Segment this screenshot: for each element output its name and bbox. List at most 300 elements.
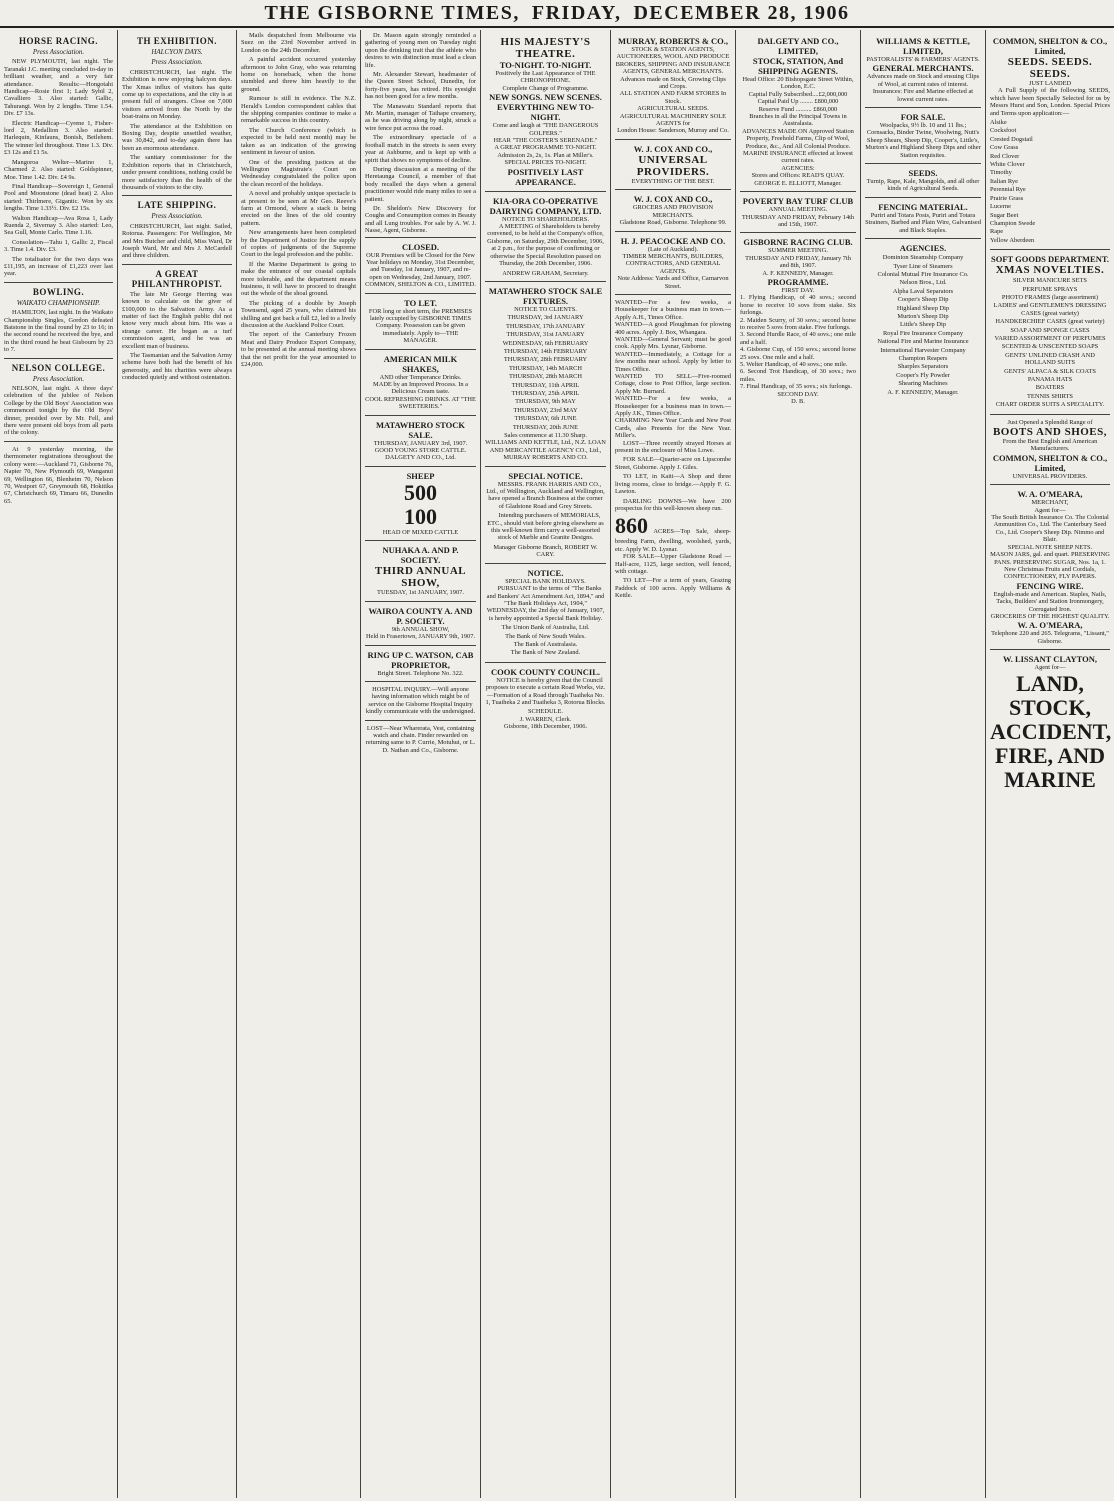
ad-text: HOSPITAL INQUIRY.—Will anyone having information which might be of service on the Gisborne Hospital Inquiry kindly communicate with the undersigned.	[365, 685, 476, 716]
ad-line: POSITIVELY LAST APPEARANCE.	[507, 166, 584, 187]
article-paragraph: NELSON, last night. A three days' celebration of the jubilee of Nelson College by the Old Boys' Association was commenced tonight by the Old Boys' dinner, presided over by Mr. Fell, and there were present old boys from all parts of the colony.	[4, 385, 113, 437]
insurance-type: STOCK,	[1008, 694, 1092, 720]
race-entry: 5. Welter Handicap, of 40 sovs.; one mile.	[740, 361, 848, 368]
article-paragraph: If the Marine Department is going to make the entrance of our coastal capitals more tolerable, and the department means business, it will have to proceed to draught out the whole of the shoal ground.	[241, 260, 356, 298]
article-paragraph: Mr. Alexander Stewart, headmaster of the Queen Street School, Dunedin, for forty-five years, has retired. His eyesight has not been good for a few months.	[365, 71, 476, 101]
article-paragraph: The totalisator for the two days was £11,195, an increase of £1,223 over last year.	[4, 255, 113, 278]
ad-text: NOTICE is hereby given that the Council proposes to execute a certain Road Works, viz.—Formation of a Road through Tuaiheka No. 1, Tuaiheka 2 and Tuaiheka 3, Rotorua Blocks.	[485, 676, 606, 706]
column-8	[861, 32, 985, 1497]
ad-subtitle: THIRD ANNUAL SHOW,	[374, 565, 467, 590]
article-paragraph: Consolation—Tahu 1, Gallic 2, Fiscal 3. Time 1.4. Div. £3.	[4, 238, 113, 254]
ad-line: Note Address: Yards and Office, Carnarvon Street.	[617, 275, 729, 290]
ad-omeara	[990, 484, 1110, 649]
ad-line: (Late of Auckland).	[647, 245, 699, 253]
article-paragraph: At 9 yesterday morning, the thermometer registrations throughout the colony were:—Auckland 71, Gisborne 76, Napier 70, New Plymouth 69, Wanganui 69, Wellington 66, Blenheim 70, Nelson 70, Westport 67, Greymouth 68, Hokitika 67, Christchurch 69, Timaru 66, Dunedin 65.	[4, 445, 113, 505]
ad-date: TUESDAY, 1st JANUARY, 1907.	[377, 589, 464, 597]
ad-title: COMMON, SHELTON & CO., Limited,	[992, 36, 1108, 56]
bank-name: The Bank of Australasia.	[513, 640, 578, 648]
ad-text: PURSUANT to the terms of "The Banks and Bankers' Act Amendment Act, 1894," and "The Bank Holidays Act, 1904," WEDNESDAY, the 2nd day of January, 1907, is hereby appointed a Special Bank Holiday.	[486, 585, 605, 622]
article-paragraph: Rumour is still in evidence. The N.Z. Herald's London correspondent cables that the shipping companies continue to make a remarkable success in this country.	[241, 95, 356, 125]
ad-line: GENERAL MERCHANTS.	[872, 63, 974, 74]
ad-title: W. J. COX AND CO.,	[633, 143, 713, 154]
ad-subtitle: UNIVERSAL PROVIDERS.	[636, 153, 710, 178]
xmas-item: LADIES' and GENTLEMEN'S DRESSING CASES (great variety)	[993, 302, 1107, 317]
banks-list	[485, 624, 606, 657]
subheading: HALCYON DAYS.	[151, 48, 203, 56]
ad-line: Woolpacks, 9½ lb. 10 and 11 lbs.; Cornsacks, Binder Twine, Woolwing, Nutt's Sheep Shears, Sheep Dip, Cooper's, Little's, Murton's and Highland Sheep Dips and other Station requisites.	[865, 122, 981, 159]
ad-cox-grocers	[615, 189, 731, 230]
classified: DARLING DOWNS—We have 200 prospectus for this well-known sheep run.	[615, 497, 731, 512]
column-9	[986, 32, 1114, 1497]
ad-title: SPECIAL NOTICE.	[508, 470, 583, 481]
ad-special-notice	[485, 466, 606, 563]
agencies-list	[865, 254, 981, 388]
ad-subtitle: SEEDS. SEEDS. SEEDS.	[1007, 56, 1093, 80]
ad-line: MERCHANT,	[1031, 499, 1069, 507]
article-paragraph: The picking of a double by Joseph Townsend, aged 25 years, who claimed his shilling and got back a full £2, led to a lively discussion at the Auckland Police Court.	[241, 299, 356, 330]
day-heading: SECOND DAY.	[777, 390, 819, 398]
ad-dalgety	[740, 32, 856, 191]
ad-title: GISBORNE RACING CLUB.	[743, 237, 853, 248]
ad-text: LOST—Near Wharerata, Vest, containing watch and chain. Finder rewarded on returning same to P. Currie, Motuhui, or L. D. Nathan and Co., Gisborne.	[365, 724, 476, 754]
insurance-types	[990, 672, 1110, 792]
xmas-item: PANAMA HATS	[1027, 376, 1073, 383]
seed-item: Cow Grass	[990, 144, 1019, 152]
ad-subtitle: ANNUAL MEETING.	[768, 206, 828, 214]
ad-title: WAIROA COUNTY A. AND P. SOCIETY.	[368, 605, 473, 626]
sale-date: THURSDAY, 28th MARCH	[509, 373, 582, 381]
ad-date: Gisborne, 18th December, 1906.	[503, 723, 588, 731]
ad-text: OUR Premises will be Closed for the New Year holidays on Monday, 31st December, and Tuesday, 1st January, 1907, and re-open on Wednesday, 2nd January, 1907.	[366, 251, 475, 281]
ad-line: ADVANCES MADE ON Approved Station Property, Freehold Farms, Clip of Wool, Produce, &c., And All Colonial Produce.	[742, 127, 854, 150]
race-entry: 2. Maiden Scurry, of 30 sovs.; second horse to receive 5 sovs from stake. Five furlongs.	[740, 316, 856, 331]
article-paragraph: During discussion at a meeting of the Heretaunga Council, a member of that body recalled the days when a general practitioner would ride many miles to see a patient.	[365, 165, 476, 203]
ad-line: Complete Change of Programme.	[502, 84, 589, 92]
sale-date: THURSDAY, 14th FEBRUARY	[503, 347, 588, 355]
article-paragraph: CHRISTCHURCH, last night. The Exhibition is now enjoying halcyon days. The Xmas influx of visitors has quite come up to expectations, and the city is at present full of strangers. Close on 7,000 visitors arrived from the North by the boat-trains on Monday.	[122, 68, 232, 121]
wanted-ad: WANTED—A good Ploughman for plowing 400 acres. Apply J. Box, Whangara.	[615, 321, 731, 336]
ad-line: AGENCIES:	[781, 164, 815, 172]
sale-date: THURSDAY, 14th MARCH	[509, 364, 582, 372]
ad-title: H. J. PEACOCKE AND CO.	[620, 235, 726, 246]
wanted-ad: WANTED—Immediately, a Cottage for a few months near school. Apply by letter to Times Office.	[615, 350, 731, 373]
ad-line: New Christmas Fruits and Cordials, CONFECTIONERY, FLY PAPERS.	[1003, 565, 1097, 581]
article-paragraph: Walton Handicap—Ava Rosa 1, Lady Ruenda 2, Sivernay 3. Also started: Leo, Sea Gull, Monte Carlo. Time 1.16.	[4, 214, 113, 237]
ad-signature: WILLIAMS AND KETTLE, Ltd., N.Z. LOAN AND MERCANTILE AGENCY CO., Ltd., MURRAY ROBERTS AND CO.	[485, 439, 606, 462]
xmas-list	[990, 277, 1110, 409]
ad-line: HEAR "THE COSTER'S SERENADE."	[493, 137, 598, 145]
classified: FOR SALE—Quarter-acre on Lipscombe Street, Gisborne. Apply J. Giles.	[615, 456, 731, 471]
xmas-item: VARIED ASSORTMENT OF PERFUMES	[994, 334, 1106, 342]
ad-line: EVERYTHING OF THE BEST.	[631, 177, 715, 185]
ad-line: ALL STATION AND FARM STORES In Stock.	[619, 90, 727, 105]
heading-philanthropist: A GREAT PHILANTHROPIST.	[131, 268, 223, 289]
ad-title: SEEDS.	[908, 168, 938, 179]
ad-subtitle: SUMMER MEETING.	[768, 247, 828, 255]
xmas-item: GENTS' ALPACA & SILK COATS	[1004, 367, 1096, 375]
ad-line: From the Best English and American Manufacturers.	[1002, 438, 1098, 453]
article-paragraph: The Church Conference (which is expected to be held next month) may be taken as an indication of the growing sentiment in favour of union.	[241, 126, 356, 157]
xmas-item: TENNIS SHIRTS	[1027, 392, 1073, 400]
ad-williams-kettle	[865, 32, 981, 107]
ad-line: W. A. O'MEARA,	[1017, 620, 1083, 631]
ad-line: Positively the Last Appearance of THE CHRONOPHONE.	[495, 70, 596, 85]
seed-item: Lucerne	[990, 203, 1011, 211]
classified: TO LET, in Kaiti—A Shop and three living rooms, close to bridge.—Apply F. G. Lawton.	[615, 473, 731, 496]
ad-line: Advances made on Stock, Growing Clips and Crops.	[620, 75, 726, 91]
ad-kia-ora	[485, 191, 606, 281]
ad-note: Sales commence at 11.30 Sharp.	[504, 432, 587, 439]
agency-item: Royal Fire Insurance Company	[882, 329, 964, 337]
ad-signature: D. B.	[791, 398, 805, 406]
ad-cook-county	[485, 662, 606, 735]
wanted-ad: WANTED—General Servant; must be good cook. Apply Mrs. Lysnar, Gisborne.	[615, 335, 731, 351]
xmas-item: HANDKERCHIEF CASES (great variety)	[995, 318, 1105, 326]
byline: Press Association.	[151, 58, 203, 67]
ad-line: Stores and Offices: READ'S QUAY.	[751, 172, 845, 180]
ad-title: NUHAKA A. AND P. SOCIETY.	[382, 545, 459, 566]
ad-title: W. J. COX AND CO.,	[633, 194, 713, 205]
column-6	[611, 32, 735, 1497]
ad-title: RING UP C. WATSON, CAB PROPRIETOR,	[367, 649, 474, 670]
xmas-item: PHOTO FRAMES (large assortment)	[1001, 293, 1099, 301]
ad-line: English-made and American. Staples, Nails, Tacks, Builders' and Station Ironmongery, Corrugated Iron.	[993, 590, 1107, 613]
ad-title: CLOSED.	[401, 241, 440, 252]
column-3	[237, 32, 360, 1497]
agency-item: Champion Reapers	[898, 354, 948, 362]
classified: TO LET—For a term of years, Grazing Paddock of 100 acres. Apply Williams & Kettle.	[615, 577, 731, 600]
classifieds	[615, 294, 731, 606]
ad-subtitle: NOTICE TO CLIENTS.	[514, 305, 577, 313]
seed-item: Champion Swede	[990, 219, 1036, 227]
classified: ACRES—Top Sale, sheep-breeding Farm, dwelling, woolshed, yards, etc. Apply W. D. Lysnar.	[615, 528, 731, 553]
wanted-ad: WANTED—For a few weeks, a Housekeeper for a business man in town.—Apply A.H., Times Office.	[615, 298, 731, 321]
masthead-day: FRIDAY,	[531, 1, 622, 24]
divider	[4, 282, 113, 283]
ad-line: NEW SONGS. NEW SCENES. EVERYTHING NEW TO-NIGHT.	[489, 92, 602, 123]
ad-line: Capital Fully Subscribed....£2,000,000	[748, 90, 848, 98]
seed-item: Sugar Beet	[990, 211, 1019, 219]
ad-line: Telephone 220 and 265. Telegrams, "Lissant," Gisborne.	[991, 630, 1109, 645]
agency-item: Sharples Separators	[897, 363, 949, 371]
agency-item: International Harvester Company	[880, 346, 966, 354]
ad-signature: A. F. KENNEDY, Manager.	[887, 388, 959, 396]
agency-item: Colonial Mutual Fire Insurance Co.	[877, 270, 969, 278]
sale-date: THURSDAY, 23rd MAY	[513, 406, 578, 414]
article-paragraph: New arrangements have been completed by the Department of Justice for the supply of copies of judgments of the Supreme Court to the legal profession and the public.	[241, 229, 356, 259]
insurance-type: FIRE, AND	[994, 742, 1105, 768]
ad-title: POVERTY BAY TURF CLUB	[742, 196, 854, 207]
ad-murray-roberts	[615, 32, 731, 139]
race-entry: 1. Flying Handicap, of 40 sovs.; second horse to receive 10 sovs from stake. Six furlongs.	[740, 294, 856, 317]
agency-item: Little's Sheep Dip	[900, 321, 946, 329]
agency-item: Cooper's Sheep Dip	[897, 296, 949, 304]
ad-text: Held in Frasertown, JANUARY 9th, 1907.	[365, 633, 476, 641]
heading-late-shipping: LATE SHIPPING.	[137, 200, 217, 211]
xmas-item: CHART ORDER SUITS A SPECIALITY.	[995, 401, 1105, 409]
article-paragraph: The attendance at the Exhibition on Boxing Day, despite unsettled weather, was 30,842, and to-day again there has been an enormous attendance.	[122, 122, 232, 152]
ad-line: AGRICULTURAL SEEDS.	[637, 105, 709, 113]
divider	[4, 441, 113, 442]
ad-line: GEORGE E. ELLIOTT, Manager.	[754, 179, 842, 187]
ad-seeds	[865, 163, 981, 197]
ad-title: MURRAY, ROBERTS & CO.,	[617, 36, 729, 46]
heading-nelson-college: NELSON COLLEGE.	[11, 362, 106, 373]
seed-item: Prairie Grass	[990, 194, 1024, 202]
ad-title: FOR SALE.	[900, 112, 946, 123]
ad-title: HIS MAJESTY'S THEATRE.	[500, 36, 591, 60]
sale-date: THURSDAY, 25th APRIL	[511, 389, 580, 397]
classified: LOST—Three recently strayed Horses at present in the enclosure of Miss Lowe.	[615, 439, 731, 455]
ad-common-shelton-seeds	[990, 32, 1110, 249]
ad-bank-holidays	[485, 563, 606, 662]
ad-signature: Manager Gisborne Branch, ROBERT W. CARY.	[493, 543, 598, 559]
seed-item: Alsike	[990, 119, 1007, 127]
ad-text: FOR long or short term, the PREMISES lately occupied by GISBORNE TIMES Company. Possession can be given immediately. Apply to—THE MANAGER.	[368, 307, 473, 345]
article-paragraph: Final Handicap—Sovereign 1, General Pool and Moonstone (dead heat) 2. Also started: Thirlmere, Gigantic. Won by six lengths. Time 1.33½. Div. £2 15s.	[4, 182, 113, 213]
ad-number: 500	[404, 479, 437, 505]
wanted-ad: WANTED—For a few weeks, a Housekeeper for a business man in town.—Apply J.K., Times Office.	[615, 395, 731, 418]
ad-nuhaka-show	[365, 540, 476, 600]
ad-line: Advances made on Stock and ensuing Clips of Wool, at current rates of interest.	[866, 73, 980, 88]
ad-line: Come and laugh at "THE DANGEROUS GOLFERS."	[492, 122, 599, 137]
ad-soft-goods	[990, 249, 1110, 414]
article-paragraph: The late Mr George Herring was known to calculate on the giver of £100,000 to the Salvation Army. As a matter of fact the English public did not know very much about him. His was a strange career. He began as a turf commission agent, and he was an excellent man of business.	[122, 290, 232, 350]
race-entry: 4. Gisborne Cup, of 150 sovs.; second horse 25 sovs. One mile and a half.	[740, 346, 856, 361]
ad-subtitle: XMAS NOVELTIES.	[995, 264, 1105, 277]
ad-title: TO LET.	[404, 297, 437, 308]
article-paragraph: One of the presiding justices at the Wellington Magistrate's Court on Wednesday congratulated the police upon the clean record of the holidays.	[241, 158, 356, 188]
ad-title: BOOTS AND SHOES,	[992, 426, 1108, 439]
seed-item: Rape	[990, 228, 1004, 236]
ad-text: Intending purchasers of MEMORIALS, ETC., should visit before giving elsewhere as this well-known firm carry a well-assorted stock of Marble and Granite Designs.	[487, 512, 604, 542]
ad-line: GROCERIES OF THE HIGHEST QUALITY.	[990, 612, 1110, 620]
ad-signature: J. WARREN, Clerk.	[519, 715, 572, 723]
wanted-list	[615, 299, 731, 440]
classified: FOR SALE—Upper Gladstone Road —Half-acre, 1125, large section, well fenced, with cottage.	[615, 553, 731, 575]
wanted-ad: WANTED TO SELL—Five-roomed Cottage, close to Post Office, large section. Apply Mr. Burnard.	[615, 373, 731, 395]
ad-line: MASON JARS, gal. and quart. PRESERVING PANS. PRESERVING SUGAR, Nos. 1a, 1.	[990, 551, 1110, 566]
article-paragraph: Mangoroa Welter—Marino 1, Charmed 2. Also started: Goldspinner, Moe. Time 1.42. Div. £4 9s.	[4, 158, 113, 181]
sale-date: WEDNESDAY, 6th FEBRUARY	[502, 339, 589, 347]
ad-text: A Full Supply of the following SEEDS, which have been Specially Selected for us by Messrs Hurst and Son, London. Special Prices and Terms upon application:—	[990, 87, 1110, 117]
ad-line: COMMON, SHELTON & CO., Limited,	[992, 452, 1108, 473]
ad-title: SOFT GOODS DEPARTMENT.	[990, 254, 1109, 265]
race-entry: 6. Second Trot Handicap, of 30 sovs.; two miles.	[740, 368, 856, 383]
bank-name: The Union Bank of Australia, Ltd.	[501, 624, 590, 632]
bank-name: The Bank of New South Wales.	[505, 632, 586, 640]
wanted-ad: CHARMING New Year Cards and New Post Cards, also Presents for the New Year. Miller's.	[615, 417, 731, 440]
ad-to-let	[365, 293, 476, 349]
ad-subtitle: TO-NIGHT. TO-NIGHT.	[499, 60, 592, 70]
article-paragraph: CHRISTCHURCH, last night. Sailed, Rotorua. Passengers: For Wellington, Mr and Mrs Butcher and child, Miss Ward, Dr Joseph Ward, Mr and Mrs J. McCardell and three children.	[122, 222, 232, 260]
masthead-title: THE GISBORNE TIMES,	[264, 1, 520, 24]
ad-title: W. A. O'MEARA,	[1017, 489, 1083, 500]
article-paragraph: Dr. Sheldon's New Discovery for Coughs and Consumption comes in Beauty and all Lung troubles. For sale by A. W. J. Nasse, Agent, Gisborne.	[365, 204, 476, 235]
seed-item: White Clover	[990, 161, 1025, 169]
seed-item: Red Clover	[990, 152, 1020, 160]
ad-date: THURSDAY AND FRIDAY, February 14th and 15th, 1907.	[741, 213, 855, 228]
race-entry: 7. Final Handicap, of 35 sovs.; six furlongs.	[740, 383, 853, 391]
ad-line: Head Office: 20 Bishopsgate Street Within, London, E.C.	[742, 76, 854, 91]
ad-title: AMERICAN MILK SHAKES,	[383, 353, 458, 374]
ad-date: THURSDAY, JANUARY 3rd, 1907.	[373, 439, 468, 447]
ad-title: MATAWHERO STOCK SALE FIXTURES.	[488, 285, 603, 306]
ad-slogan: COOL REFRESHING DRINKS. AT "THE SWEETERIES."	[365, 395, 476, 411]
xmas-item: SOAP AND SPONGE CASES	[1010, 326, 1090, 334]
ad-line: Turnip, Rape, Kale, Mangolds, and all other kinds of Agricultural Seeds.	[866, 178, 980, 193]
article-paragraph: Electric Handicap—Cyrene 1, Fisher-lord 2, Medallion 3. Also started: Harlequin, Kinfauns, Bonish, Betlehem. The winner led throughout. Time 1.3. Div. £3 12s and £1 5s.	[4, 119, 113, 157]
ad-text: MADE by an Improved Process. In a Delicious Cream taste.	[373, 381, 468, 396]
column-4	[361, 32, 480, 1497]
ad-line: The South British Insurance Co. The Colonial Ammunition Co., Ltd. The Canterbury Seed Co., Ltd. Cooper's Sheep Dip. Nimmo and Blair.	[991, 514, 1109, 544]
acres-number: 860	[615, 513, 648, 539]
ad-date: THURSDAY AND FRIDAY, January 7th and 8th, 1907.	[745, 254, 851, 270]
ad-milk-shakes	[365, 349, 476, 415]
ad-line: JUST LANDED	[1028, 80, 1072, 87]
races-list	[740, 294, 856, 390]
ad-hospital	[365, 681, 476, 720]
ad-signature: COMMON, SHELTON & CO., LIMITED.	[365, 281, 476, 289]
divider	[122, 264, 232, 265]
xmas-item: BOATERS	[1035, 384, 1065, 392]
ad-line: TIMBER MERCHANTS, BUILDERS, CONTRACTORS, AND GENERAL AGENTS.	[622, 252, 724, 275]
ad-line: Gladstone Road, Gisborne. Telephone 99.	[619, 219, 727, 227]
masthead	[0, 0, 1114, 28]
ad-clayton	[990, 649, 1110, 795]
race-entry: 3. Second Hurdle Race, of 40 sovs.; one mile and a half.	[740, 331, 856, 346]
article-paragraph: The Manawatu Standard reports that Mr. Martin, manager of Taihape creamery, as he was driving along by night, struck a wire fence put across the road.	[365, 102, 476, 132]
column-2	[118, 32, 236, 1497]
ad-lost	[365, 720, 476, 759]
ad-title: KIA-ORA CO-OPERATIVE DAIRYING COMPANY, LTD.	[489, 195, 602, 216]
ad-fencing	[865, 197, 981, 238]
sale-date: THURSDAY, 11th APRIL	[511, 381, 580, 389]
ad-cox-providers	[615, 139, 731, 189]
article-paragraph: The Tasmanian and the Salvation Army scheme have both had the benefit of his generosity, and his charities were always conducted quietly and without ostentation.	[122, 352, 232, 382]
seeds-list	[990, 119, 1110, 244]
ad-signature: DALGETY AND CO., Ltd.	[385, 454, 456, 462]
ad-line: STOCK, STATION, And SHIPPING AGENTS.	[752, 56, 844, 76]
ad-line: Insurances: Fire and Marine effected at lowest current rates.	[872, 88, 974, 103]
ad-line: Agent for—	[1034, 506, 1066, 514]
xmas-item: SILVER MANICURE SETS	[1013, 277, 1087, 285]
xmas-item: SCENTED & UNSCENTED SOAPS	[1001, 343, 1099, 351]
ad-sheep	[365, 466, 476, 540]
ad-text: HEAD OF MIXED CATTLE	[382, 528, 459, 536]
agency-item: Highland Sheep Dip	[896, 304, 950, 312]
seed-item: Timothy	[990, 169, 1012, 177]
article-paragraph: The sanitary commissioner for the Exhibition reports that in Christchurch, under present conditions, nothing could be more satisfactory than the health of the thousands of visitors to the city.	[122, 154, 232, 191]
article-paragraph: NEW PLYMOUTH, last night. The Taranaki J.C. meeting concluded to-day in brilliant weather, and a very fair attendance. Results:—Hongotahi Handicap—Rosie first 1; Lady Sybil 2, Cavalliero 3. Also started: Gallic, Tahurangi. Won by 2 lengths. Time 1.54. Div. £7 13s.	[4, 58, 113, 118]
ad-closed	[365, 237, 476, 293]
seed-item: Perennial Rye	[990, 186, 1026, 194]
subheading: WAIKATO CHAMPIONSHIP.	[16, 298, 101, 307]
article-paragraph: The extraordinary spectacle of a football match in the streets is seen every year at Ashburne, and is kept up with a spirit that shows no symptoms of decline.	[365, 134, 476, 164]
ad-line: UNIVERSAL PROVIDERS.	[1012, 472, 1088, 480]
sale-date: THURSDAY, 31st JANUARY	[506, 331, 585, 339]
ad-racing-club	[740, 232, 856, 409]
ad-stock-sale-fixtures	[485, 281, 606, 466]
xmas-item: GENTS' UNLINED CRASH AND HOLLAND SUITS	[1005, 351, 1095, 367]
sale-date: THURSDAY, 20th JUNE	[512, 423, 579, 431]
ad-signature: A. F. KENNEDY, Manager.	[762, 269, 834, 277]
ad-wairoa-show	[365, 601, 476, 645]
column-5	[481, 32, 610, 1497]
insurance-type: ACCIDENT,	[990, 718, 1112, 744]
seed-item: Cocksfoot	[990, 127, 1017, 135]
ad-subtitle: AND other Temperance Drinks.	[379, 373, 462, 381]
ad-title: DALGETY AND CO., LIMITED,	[757, 36, 839, 56]
byline: Press Association.	[151, 212, 203, 221]
article-paragraph: The report of the Canterbury Frozen Meat and Dairy Produce Export Company, to be presented at the annual meeting shows that the net profit for the year amounted to £24,000.	[241, 331, 356, 369]
ad-for-sale	[865, 107, 981, 163]
column-1	[0, 32, 117, 1497]
ad-title: W. LISSANT CLAYTON,	[1002, 654, 1097, 665]
ad-subtitle: SPECIAL BANK HOLIDAYS.	[505, 577, 586, 585]
heading-bowling: BOWLING.	[32, 286, 85, 297]
ad-signature: ANDREW GRAHAM, Secretary.	[502, 269, 589, 277]
ad-line: London House: Sanderson, Murray and Co.	[617, 127, 729, 135]
ad-line: Branches in all the Principal Towns in Australasia.	[749, 113, 847, 128]
ad-line: FENCING WIRE.	[1016, 580, 1084, 591]
ad-line: SPECIAL PRICES TO-NIGHT.	[504, 159, 587, 167]
article-paragraph: Mails despatched from Melbourne via Suez on the 23rd November arrived in London on the 24th December.	[241, 32, 356, 54]
article-paragraph: A painful accident occurred yesterday afternoon to John Gray, who was returning home on horseback, when the horse stumbled and threw him heavily to the ground.	[241, 56, 356, 93]
ad-text: Bright Street. Telephone No. 322.	[377, 669, 464, 677]
ad-line: Capital Paid Up ........ £800,000	[757, 98, 839, 106]
byline: Press Association.	[32, 374, 85, 383]
ad-boots	[990, 414, 1110, 485]
ad-title: MATAWHERO STOCK SALE.	[375, 419, 466, 440]
seed-item: Italian Rye	[990, 177, 1018, 185]
sale-dates-list	[485, 314, 606, 431]
ad-line: PASTORALISTS' & FARMERS' AGENTS.	[866, 56, 980, 63]
schedule-heading: SCHEDULE.	[528, 708, 563, 716]
programme-heading: PROGRAMME.	[767, 276, 829, 287]
insurance-type: MARINE	[1004, 766, 1096, 792]
ad-line: A GREAT PROGRAMME TO-NIGHT.	[494, 144, 597, 152]
heading-horse-racing: HORSE RACING.	[18, 36, 98, 46]
ad-title: NOTICE.	[527, 567, 564, 578]
agency-item: Tyser Line of Steamers	[893, 262, 953, 270]
article-paragraph: HAMILTON, last night. In the Waikato Championship Singles, Gordon defeated Batstone in the final round by 23 to 16; in the second round he received the bye, and in the third round he beat Gisbourn by 23 to 7.	[4, 309, 113, 354]
ad-line: Just Opened a Splendid Range of	[1007, 418, 1093, 426]
ad-line: Agent for—	[1034, 664, 1066, 672]
agency-item: National Fire and Marine Insurance	[877, 338, 969, 346]
agency-item: Alpha Laval Separators	[892, 287, 954, 295]
agency-item: Cooper's Fly Powder	[896, 371, 950, 379]
ad-stock-sale	[365, 415, 476, 466]
bank-name: The Bank of New Zealand.	[510, 649, 581, 657]
insurance-type: LAND,	[1016, 670, 1084, 696]
sale-date: THURSDAY, 28th FEBRUARY	[503, 356, 588, 364]
heading-exhibition: TH EXHIBITION.	[136, 36, 218, 46]
sale-date: THURSDAY, 3rd JANUARY	[507, 314, 584, 322]
ad-subtitle: 9th ANNUAL SHOW,	[391, 625, 450, 633]
ad-line: Admission 2s, 2s, 1s. Plan at Miller's.	[497, 151, 594, 159]
ad-title: AGENCIES.	[899, 243, 947, 254]
ad-line: STOCK & STATION AGENTS,	[631, 46, 715, 53]
ad-title: COOK COUNTY COUNCIL.	[490, 666, 600, 677]
column-7	[736, 32, 860, 1497]
ad-title: FENCING MATERIAL.	[878, 201, 968, 212]
seed-item: Crested Dogstail	[990, 135, 1033, 143]
sale-date: THURSDAY, 9th MAY	[515, 398, 576, 406]
ad-subtitle: NOTICE TO SHAREHOLDERS.	[502, 215, 589, 223]
ad-line: AUCTIONEERS, WOOL AND PRODUCE BROKERS, SHIPPING AND INSURANCE AGENTS, GENERAL MERCHANTS.	[615, 53, 731, 76]
ad-title: WILLIAMS & KETTLE, LIMITED,	[876, 36, 970, 56]
